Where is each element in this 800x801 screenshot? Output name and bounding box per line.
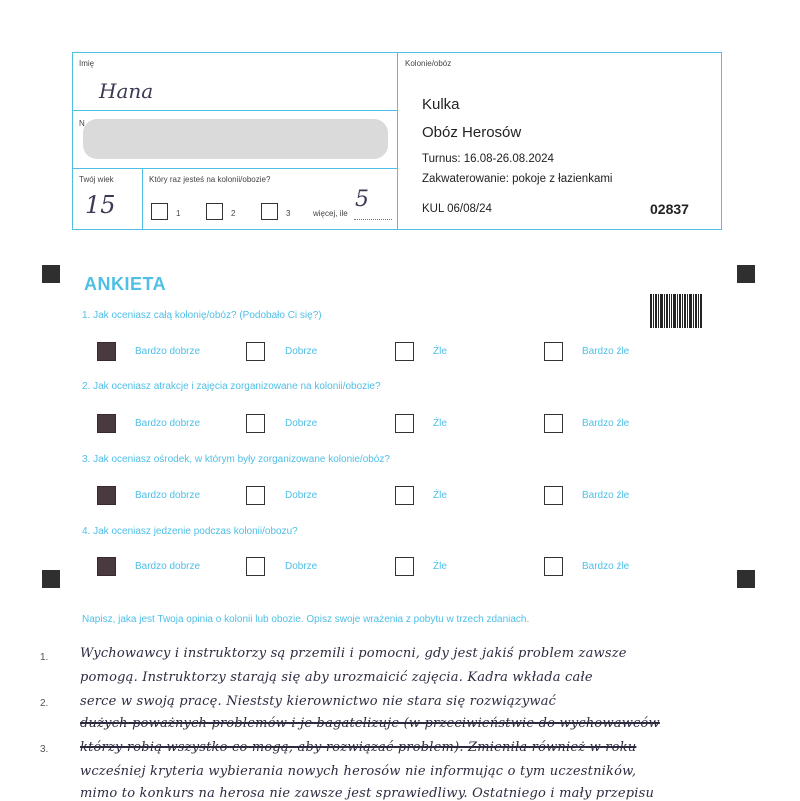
q1-option-dobrze-checkbox[interactable] (246, 342, 265, 361)
visit-option-1-label: 1 (176, 209, 181, 218)
q1-option-dobrze-label: Dobrze (285, 346, 318, 357)
q4-option-dobrze-label: Dobrze (285, 561, 318, 572)
question-3: 3. Jak oceniasz ośrodek, w którym były zorganizowane kolonie/obóz? (82, 454, 390, 465)
last-name-field[interactable] (73, 111, 397, 169)
q3-option-bardzo-zle-checkbox[interactable] (544, 486, 563, 505)
visit-option-2-label: 2 (231, 209, 236, 218)
camp-code: KUL 06/08/24 (422, 203, 492, 215)
handwriting-line-2: pomogą. Instruktorzy starają się aby urozmaicić zajęcia. Kadra wkłada całe (80, 670, 593, 685)
q3-option-zle-checkbox[interactable] (395, 486, 414, 505)
q1-option-bardzo-dobrze-label: Bardzo dobrze (135, 346, 201, 357)
visit-more-label: więcej, ile (313, 209, 348, 218)
q2-option-zle-label: Źle (433, 418, 447, 429)
survey-title: ANKIETA (84, 274, 167, 294)
q1-option-bardzo-zle-label: Bardzo źle (582, 346, 630, 357)
question-2: 2. Jak oceniasz atrakcje i zajęcia zorganizowane na kolonii/obozie? (82, 381, 381, 392)
line-number-3: 3. (40, 744, 49, 755)
line-number-2: 2. (40, 698, 49, 709)
handwriting-line-5: którzy robią wszystko co mogą, aby rozwiązać problem). Zmieniła również w roku (80, 740, 637, 755)
handwriting-line-1: Wychowawcy i instruktorzy są przemili i pomocni, gdy jest jakiś problem zawsze (80, 646, 627, 661)
visit-option-3-label: 3 (286, 209, 291, 218)
camp-info-section (398, 53, 721, 229)
handwriting-line-6: wcześniej kryteria wybierania nowych herosów nie informując o tym uczestników, (80, 764, 637, 779)
visit-count-question: Który raz jesteś na kolonii/obozie? (149, 175, 271, 184)
q2-option-dobrze-label: Dobrze (285, 418, 318, 429)
q1-option-bardzo-zle-checkbox[interactable] (544, 342, 563, 361)
last-name-label: N (79, 119, 85, 128)
visit-more-value: 5 (355, 187, 369, 212)
camp-name: Kulka (422, 96, 460, 113)
camp-accommodation: Zakwaterowanie: pokoje z łazienkami (422, 173, 613, 185)
registration-mark-bottom-left (42, 570, 60, 588)
camp-section-label: Kolonie/obóz (405, 59, 452, 68)
visit-option-2-checkbox[interactable] (206, 203, 223, 220)
first-name-label: Imię (79, 59, 95, 68)
q2-option-bardzo-dobrze-checkbox[interactable] (97, 414, 116, 433)
q4-option-zle-label: Źle (433, 561, 447, 572)
q4-option-zle-checkbox[interactable] (395, 557, 414, 576)
line-number-1: 1. (40, 652, 49, 663)
visit-option-3-checkbox[interactable] (261, 203, 278, 220)
q2-option-bardzo-dobrze-label: Bardzo dobrze (135, 418, 201, 429)
personal-info-section (73, 53, 398, 229)
form-number: 02837 (650, 201, 689, 217)
camp-subtitle: Obóz Herosów (422, 124, 522, 141)
q3-option-bardzo-dobrze-label: Bardzo dobrze (135, 490, 201, 501)
question-1: 1. Jak oceniasz całą kolonię/obóz? (Podobało Ci się?) (82, 310, 322, 321)
q4-option-bardzo-zle-label: Bardzo źle (582, 561, 630, 572)
q2-option-zle-checkbox[interactable] (395, 414, 414, 433)
q2-option-bardzo-zle-checkbox[interactable] (544, 414, 563, 433)
age-value: 15 (85, 191, 116, 219)
visit-option-1-checkbox[interactable] (151, 203, 168, 220)
q3-option-zle-label: Źle (433, 490, 447, 501)
redaction-overlay (83, 119, 388, 159)
handwriting-line-4: dużych poważnych problemów i je bagatelizuje (w przeciwieństwie do wychowawców (80, 716, 660, 731)
q3-option-bardzo-dobrze-checkbox[interactable] (97, 486, 116, 505)
registration-mark-top-left (42, 265, 60, 283)
q1-option-zle-label: Źle (433, 346, 447, 357)
registration-mark-bottom-right (737, 570, 755, 588)
registration-form-box (72, 52, 722, 230)
registration-mark-top-right (737, 265, 755, 283)
handwriting-line-7: mimo to konkurs na herosa nie zawsze jest sprawiedliwy. Ostatniego i mały przepisu (80, 786, 655, 801)
q1-option-bardzo-dobrze-checkbox[interactable] (97, 342, 116, 361)
age-label: Twój wiek (79, 175, 114, 184)
q3-option-bardzo-zle-label: Bardzo źle (582, 490, 630, 501)
q4-option-bardzo-zle-checkbox[interactable] (544, 557, 563, 576)
barcode-icon (650, 294, 702, 328)
q2-option-dobrze-checkbox[interactable] (246, 414, 265, 433)
q4-option-dobrze-checkbox[interactable] (246, 557, 265, 576)
q3-option-dobrze-label: Dobrze (285, 490, 318, 501)
q1-option-zle-checkbox[interactable] (395, 342, 414, 361)
age-and-visits-row (73, 169, 397, 229)
visit-count-field (143, 169, 398, 229)
camp-turnus: Turnus: 16.08-26.08.2024 (422, 153, 554, 165)
opinion-prompt: Napisz, jaka jest Twoja opinia o kolonii lub obozie. Opisz swoje wrażenia z pobytu w trzech zdaniach. (82, 614, 530, 625)
question-4: 4. Jak oceniasz jedzenie podczas kolonii/obozu? (82, 526, 298, 537)
first-name-value: Hana (99, 79, 154, 103)
first-name-field[interactable] (73, 53, 397, 111)
visit-more-dotted-line (354, 219, 392, 220)
handwriting-line-3: serce w swoją pracę. Nieststy kierownictwo nie stara się rozwiązywać (80, 694, 557, 709)
q3-option-dobrze-checkbox[interactable] (246, 486, 265, 505)
q4-option-bardzo-dobrze-label: Bardzo dobrze (135, 561, 201, 572)
q4-option-bardzo-dobrze-checkbox[interactable] (97, 557, 116, 576)
age-field[interactable] (73, 169, 143, 229)
q2-option-bardzo-zle-label: Bardzo źle (582, 418, 630, 429)
